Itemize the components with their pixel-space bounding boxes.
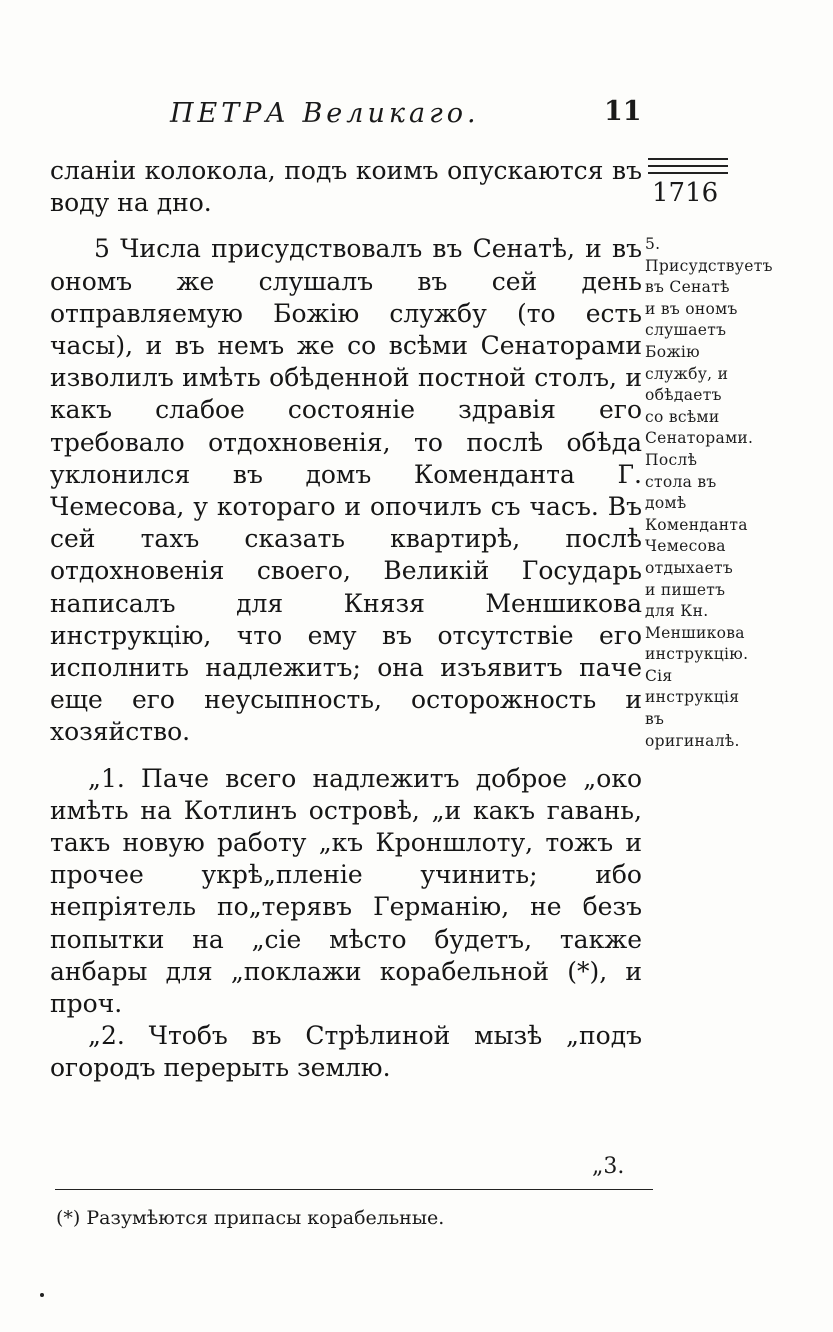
paragraph-continuation: сланiи колокола, подъ коимъ опускаются въ воду на дно. [50, 156, 642, 218]
main-text [50, 155, 642, 1085]
footnote-rule [55, 1189, 653, 1190]
page-number: 11 [604, 96, 642, 127]
paragraph-instruction-2: „2. Чтобъ въ Стрѣлиной мызѣ „подъ огородъ перерыть землю. [50, 1021, 642, 1083]
year-rule-top [648, 158, 728, 160]
running-title: ПЕТРА Великаго. [170, 98, 480, 129]
year-rule-middle [648, 165, 728, 167]
margin-summary-note: 5. Присудствуетъ въ Сенатѣ и въ ономъ слушаетъ Божiю службу, и обѣдаетъ со всѣми Сенаторами. Послѣ стола въ домѣ Коменданта Чемесова отдыхаетъ и пишетъ для Кн. Меншикова инструкцiю. Сiя инструкцiя въ оригиналѣ. [645, 235, 773, 750]
year-rule-bottom [648, 172, 728, 174]
margin-year: 1716 [652, 178, 719, 208]
catchword: „3. [592, 1154, 625, 1179]
footnote: (*) Разумѣются припасы корабельные. [56, 1207, 445, 1229]
paragraph-instruction-1: „1. Паче всего надлежитъ доброе „око имѣть на Котлинъ островѣ, „и какъ гавань, такъ новую работу „къ Кроншлоту, тожъ и прочее укрѣ„пленiе учинить; ибо непрiятель по„терявъ Германiю, не безъ попытки на „сiе мѣсто будетъ, также анбары для „поклажи корабельной (*), и проч. [50, 763, 642, 1019]
paragraph-date-5: 5 Числа присудствовалъ въ Сенатѣ, и въ ономъ же слушалъ въ сей день отправляемую Божiю службу (то есть часы), и въ немъ же со всѣми Сенаторами изволилъ имѣть обѣденной постной столъ, и какъ слабое состоянiе здравiя его требовало отдохновенiя, то послѣ обѣда уклонился въ домъ Коменданта Г. Чемесова, у котораго и опочилъ съ часъ. Въ сей тахъ сказать квартирѣ, послѣ отдохновенiя своего, Великiй Государь написалъ для Князя Меншикова инструкцiю, что ему въ отсутствiе его исполнить надлежитъ; она изъявитъ паче еще его неусыпность, осторожность и хозяйство. [50, 234, 642, 747]
print-speck [40, 1293, 44, 1297]
